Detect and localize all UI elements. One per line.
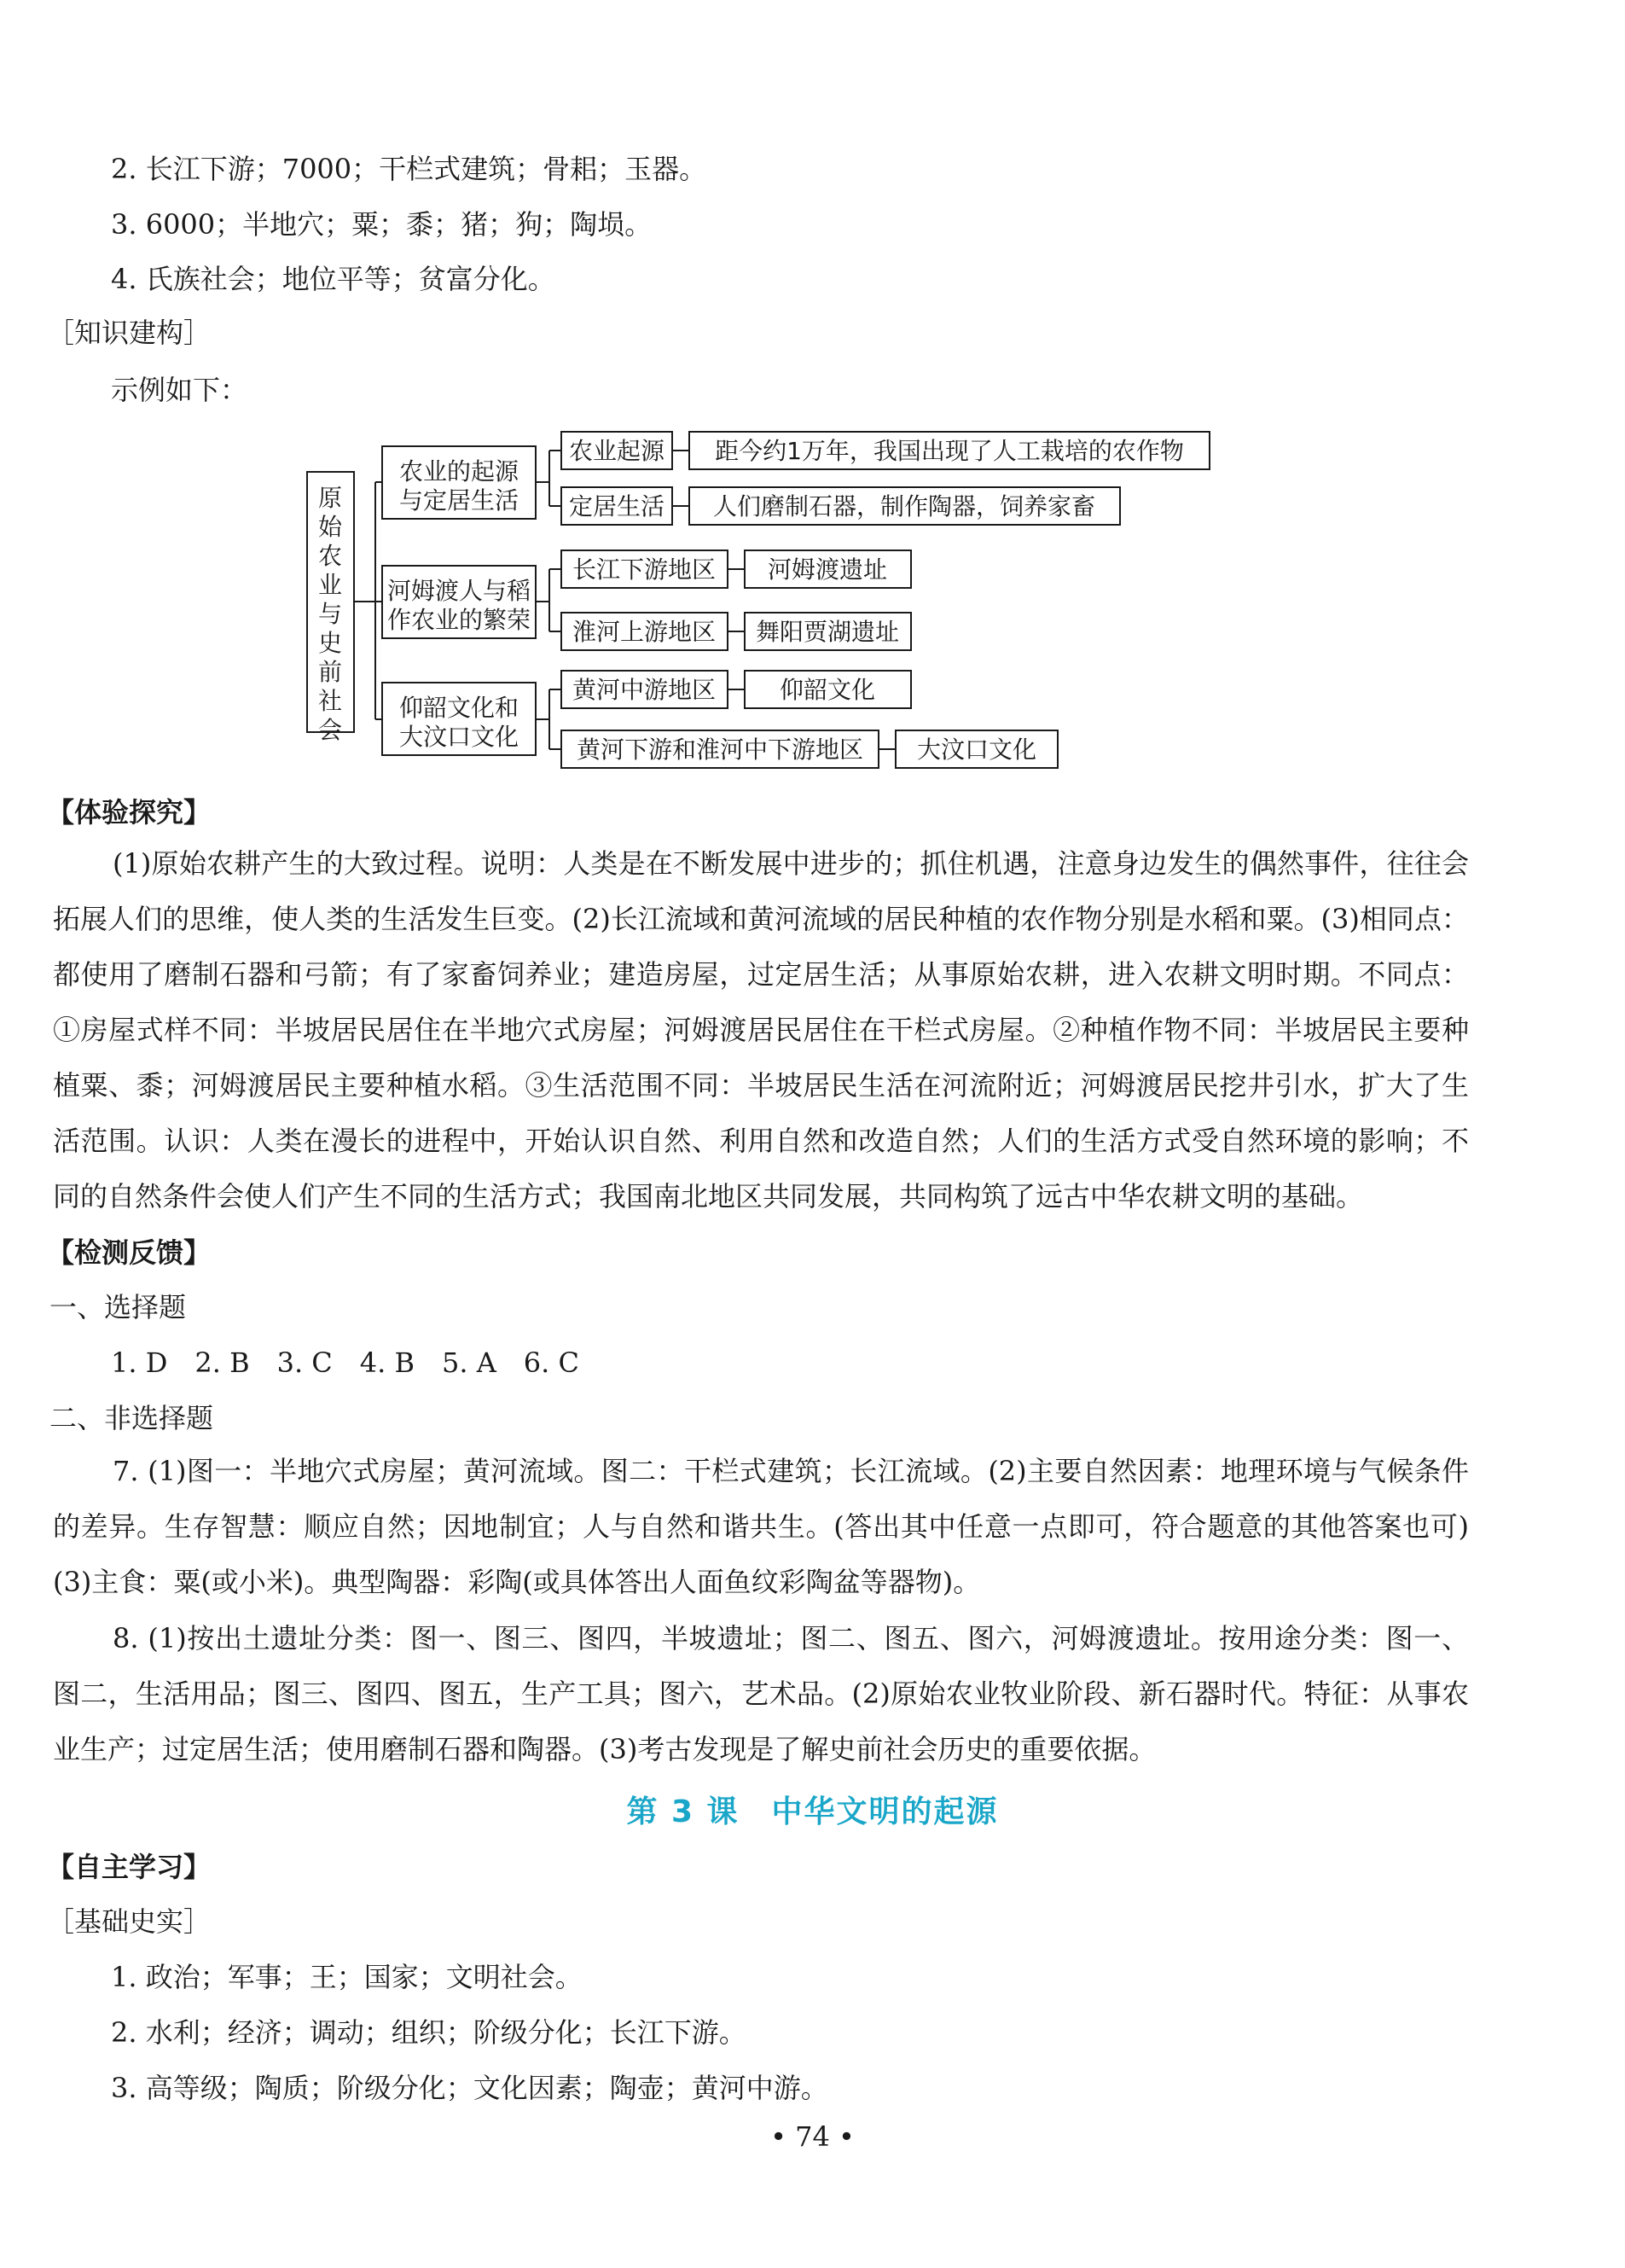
self-study-heading: 【自主学习】 [47, 1851, 212, 1883]
basic-facts-heading: ［基础史实］ [47, 1905, 212, 1938]
branch2-title: 作农业的繁荣 [386, 606, 531, 634]
lesson3-answer-1: 1. 政治；军事；王；国家；文明社会。 [111, 1961, 583, 1993]
svg-text:与: 与 [317, 600, 343, 628]
choice-heading: 一、选择题 [49, 1291, 187, 1323]
branch3-title: 仰韶文化和 [398, 694, 519, 722]
diagram-node: 长江下游地区 [572, 555, 717, 584]
branch2-title: 河姆渡人与稻 [386, 577, 531, 605]
svg-text:前: 前 [317, 658, 343, 686]
experience-paragraph: (1)原始农耕产生的大致过程。说明：人类是在不断发展中进步的；抓住机遇，注意身边发生的偶然事件，往往会拓展人们的思维，使人类的生活发生巨变。(2)长江流域和黄河流域的居民种植的农作物分别是水稻和粟。(3)相同点：都使用了磨制石器和弓箭；有了家畜饲养业；建造房屋，过定居生活；从事原始农耕，进入农耕文明时期。不同点：①房屋式样不同：半坡居民居住在半地穴式房屋；河姆渡居民居住在干栏式房屋。②种植作物不同：半坡居民主要种植粟、黍；河姆渡居民主要种植水稻。③生活范围不同：半坡居民生活在河流附近；河姆渡居民挖井引水，扩大了生活范围。认识：人类在漫长的进程中，开始认识自然、利用自然和改造自然；人们的生活方式受自然环境的影响；不同的自然条件会使人们产生不同的生活方式；我国南北地区共同发展，共同构筑了远古中华农耕文明的基础。 [53, 847, 1469, 1213]
diagram-node: 大汶口文化 [916, 736, 1037, 764]
diagram-node: 距今约1万年，我国出现了人工栽培的农作物 [715, 437, 1184, 465]
knowledge-structure-heading: ［知识建构］ [47, 317, 212, 349]
diagram-node: 农业起源 [568, 437, 665, 465]
choice-answers: 1. D 2. B 3. C 4. B 5. A 6. C [111, 1346, 579, 1379]
svg-text:业: 业 [317, 571, 343, 599]
question-8-answer: 8. (1)按出土遗址分类：图一、图三、图四，半坡遗址；图二、图五、图六，河姆渡遗址。按用途分类：图一、图二，生活用品；图三、图四、图五，生产工具；图六，艺术品。(2)原始农业牧业阶段、新石器时代。特征：从事农业生产；过定居生活；使用磨制石器和陶器。(3)考古发现是了解史前社会历史的重要依据。 [53, 1622, 1469, 1765]
branch1-title: 与定居生活 [398, 486, 519, 515]
diagram-node: 黄河下游和淮河中下游地区 [576, 736, 864, 764]
lesson3-answer-3: 3. 高等级；陶质；阶级分化；文化因素；陶壶；黄河中游。 [111, 2072, 828, 2104]
diagram-node: 河姆渡遗址 [767, 555, 888, 584]
svg-text:会: 会 [317, 716, 343, 744]
svg-text:始: 始 [317, 513, 343, 541]
svg-text:社: 社 [317, 687, 343, 715]
answer-line-3: 3. 6000；半地穴；粟；黍；猪；狗；陶埙。 [111, 208, 653, 241]
svg-text:史: 史 [317, 629, 343, 657]
diagram-node: 黄河中游地区 [572, 676, 717, 704]
diagram-node: 定居生活 [568, 492, 665, 520]
lesson3-answer-2: 2. 水利；经济；调动；组织；阶级分化；长江下游。 [111, 2016, 746, 2049]
diagram-node: 人们磨制石器，制作陶器，饲养家畜 [712, 492, 1096, 520]
knowledge-structure-intro: 示例如下： [111, 374, 248, 406]
answer-line-2: 2. 长江下游；7000；干栏式建筑；骨耜；玉器。 [111, 153, 707, 185]
diagram-node: 淮河上游地区 [572, 618, 717, 646]
feedback-heading: 【检测反馈】 [47, 1236, 212, 1269]
question-7-answer: 7. (1)图一：半地穴式房屋；黄河流域。图二：干栏式建筑；长江流域。(2)主要自然因素：地理环境与气候条件的差异。生存智慧：顺应自然；因地制宜；人与自然和谐共生。(答出其中任意一点即可，符合题意的其他答案也可)(3)主食：粟(或小米)。典型陶器：彩陶(或具体答出人面鱼纹彩陶盆等器物)。 [53, 1455, 1469, 1598]
diagram-root [318, 484, 343, 744]
diagram-node: 舞阳贾湖遗址 [755, 618, 900, 646]
branch3-title: 大汶口文化 [398, 723, 519, 751]
answer-line-4: 4. 氏族社会；地位平等；贫富分化。 [111, 263, 555, 295]
diagram-node: 仰韶文化 [779, 676, 876, 704]
experience-heading: 【体验探究】 [47, 796, 212, 829]
branch1-title: 农业的起源 [398, 457, 519, 486]
nonchoice-heading: 二、非选择题 [49, 1402, 214, 1434]
lesson-title: 第 3 课 中华文明的起源 [626, 1794, 999, 1829]
svg-text:农: 农 [317, 542, 343, 570]
page-number: • 74 • [770, 2120, 855, 2153]
svg-text:原: 原 [317, 484, 343, 512]
